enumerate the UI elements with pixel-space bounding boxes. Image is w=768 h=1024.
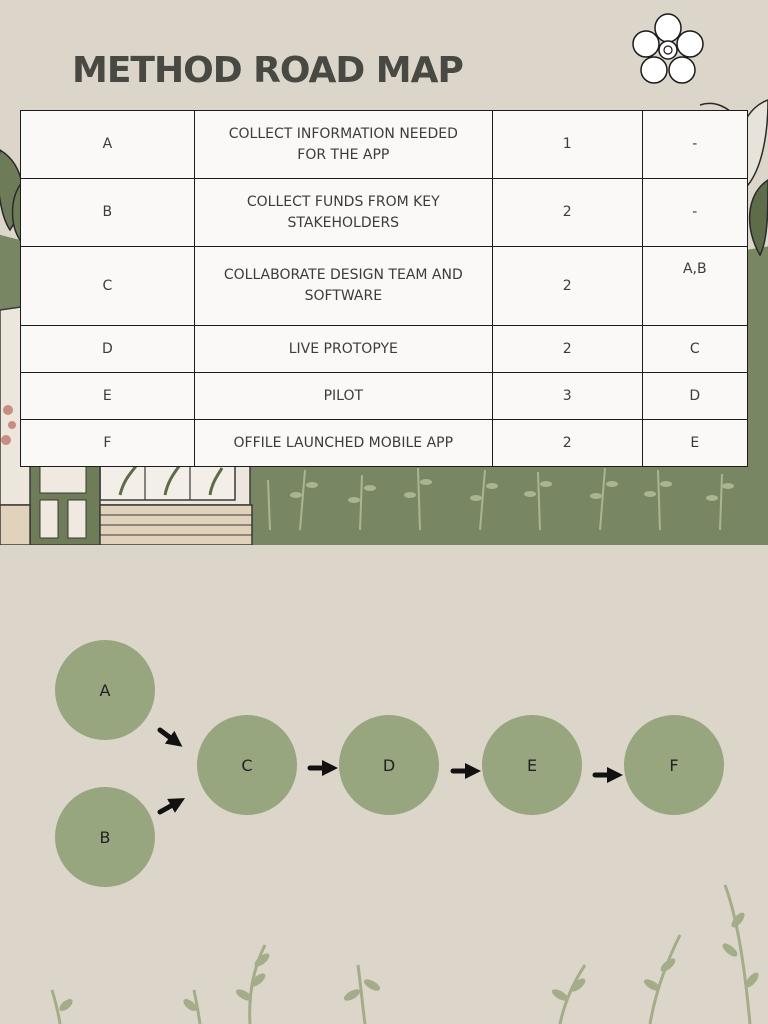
- task-name: COLLABORATE DESIGN TEAM AND SOFTWARE: [194, 247, 492, 326]
- page-title: METHOD ROAD MAP: [72, 50, 463, 91]
- table-row: [21, 247, 748, 326]
- task-duration: 2: [492, 326, 642, 373]
- plant-decoration: [0, 870, 768, 1024]
- task-duration: 2: [492, 179, 642, 247]
- task-id: E: [21, 373, 195, 420]
- task-dependency: -: [642, 111, 747, 179]
- task-dependency: -: [642, 179, 747, 247]
- task-name: PILOT: [194, 373, 492, 420]
- task-dependency: D: [642, 373, 747, 420]
- task-dependency: C: [642, 326, 747, 373]
- flower-icon: [630, 12, 706, 88]
- table-row: [21, 326, 748, 373]
- task-name: COLLECT INFORMATION NEEDED FOR THE APP: [194, 111, 492, 179]
- node-b: B: [55, 787, 155, 887]
- table-row: [21, 111, 748, 179]
- task-duration: 2: [492, 420, 642, 467]
- task-dependency: E: [642, 420, 747, 467]
- node-e: E: [482, 715, 582, 815]
- table-row: [21, 373, 748, 420]
- task-name: LIVE PROTOPYE: [194, 326, 492, 373]
- node-d: D: [339, 715, 439, 815]
- node-f: F: [624, 715, 724, 815]
- task-duration: 3: [492, 373, 642, 420]
- task-id: F: [21, 420, 195, 467]
- task-id: A: [21, 111, 195, 179]
- table-row: [21, 179, 748, 247]
- task-id: B: [21, 179, 195, 247]
- task-id: D: [21, 326, 195, 373]
- task-duration: 1: [492, 111, 642, 179]
- node-a: A: [55, 640, 155, 740]
- roadmap-table: [20, 110, 748, 467]
- task-duration: 2: [492, 247, 642, 326]
- task-dependency: A,B: [642, 247, 747, 326]
- task-name: COLLECT FUNDS FROM KEY STAKEHOLDERS: [194, 179, 492, 247]
- table-row: [21, 420, 748, 467]
- node-c: C: [197, 715, 297, 815]
- task-id: C: [21, 247, 195, 326]
- task-name: OFFILE LAUNCHED MOBILE APP: [194, 420, 492, 467]
